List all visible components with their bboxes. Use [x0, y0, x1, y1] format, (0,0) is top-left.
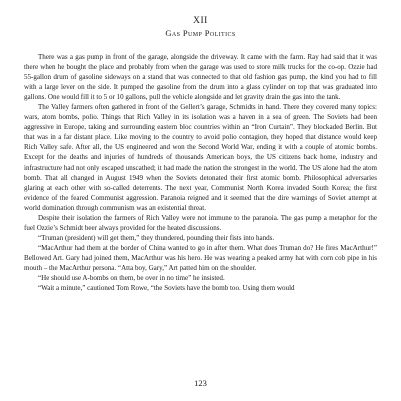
chapter-number: XII	[193, 16, 208, 26]
paragraph: The Valley farmers often gathered in front of the Gellert’s garage, Schmidts in hand. There they covered many topics: wars, atom bombs, polio. Things that Rich Valley in its isolation was a haven in a sea of green. The Soviets had been aggressive in Europe, taking and surrounding eastern bloc countries within an “Iron Curtain”. They blockaded Berlin. But that was in a far distant place. Like moving to the country to avoid polio contagion, they hoped that distance would keep Rich Valley safe. After all, the US engineered and won the Second World War, ending it with a couple of atomic bombs. Except for the deaths and injuries of hundreds of thousands American boys, the US citizens back home, industry and infrastructure had not only escaped unscathed; it had made the nation the strongest in the world. The US alone had the atom bomb. That all changed in August 1949 when the Soviets detonated their first atomic bomb. Philosophical adversaries glaring at each other with so-called deterrents. The next year, Communist North Korea invaded South Korea; the first evidence of the feared Communist aggression. Paranoia reigned and it seemed that the dire warnings of Soviet attempt at world domination through communism was an existential threat.	[24, 103, 377, 212]
paragraph: Despite their isolation the farmers of Rich Valley were not immune to the paranoia. The gas pump a metaphor for the fuel Ozzie’s Schmidt beer always provided for the heated discussions.	[24, 213, 377, 232]
paragraph: “Wait a minute,” cautioned Tom Rowe, “the Soviets have the bomb too. Using them would	[38, 284, 295, 293]
paragraph: There was a gas pump in front of the garage, alongside the driveway. It came with the farm. Ray had said that it was there when he bought the place and probably from when the garage was used to store milk trucks for the co-op. Ozzie had 55-gallon drum of gasoline sideways on a stand that was connected to that old fashion gas pump, the kind you had to fill with a large lever on the side. It pumped the gasoline from the drum into a glass cylinder on top that was graduated into gallons. One would fill it to 5 or 10 gallons, pull the vehicle alongside and let gravity drain the gas into the tank.	[24, 53, 377, 102]
paragraph: “He should use A-bombs on them, be over in no time” he insisted.	[38, 274, 225, 283]
chapter-body	[24, 52, 377, 293]
chapter-title: Gas Pump Politics	[165, 28, 236, 38]
paragraph: “MacArthur had them at the border of China wanted to go in after them. What does Truman do? He fires MacArthur!” Bellowed Art. Gary had joined them, MacArthur was his hero. He was wearing a peaked army hat with corn cob pipe in his mouth – the MacArthur persona. “Atta boy, Gary,” Art patted him on the shoulder.	[24, 243, 377, 272]
page-number: 123	[194, 378, 207, 388]
paragraph: “Truman (president) will get them,” they thundered, pounding their fists into hands.	[38, 233, 275, 242]
